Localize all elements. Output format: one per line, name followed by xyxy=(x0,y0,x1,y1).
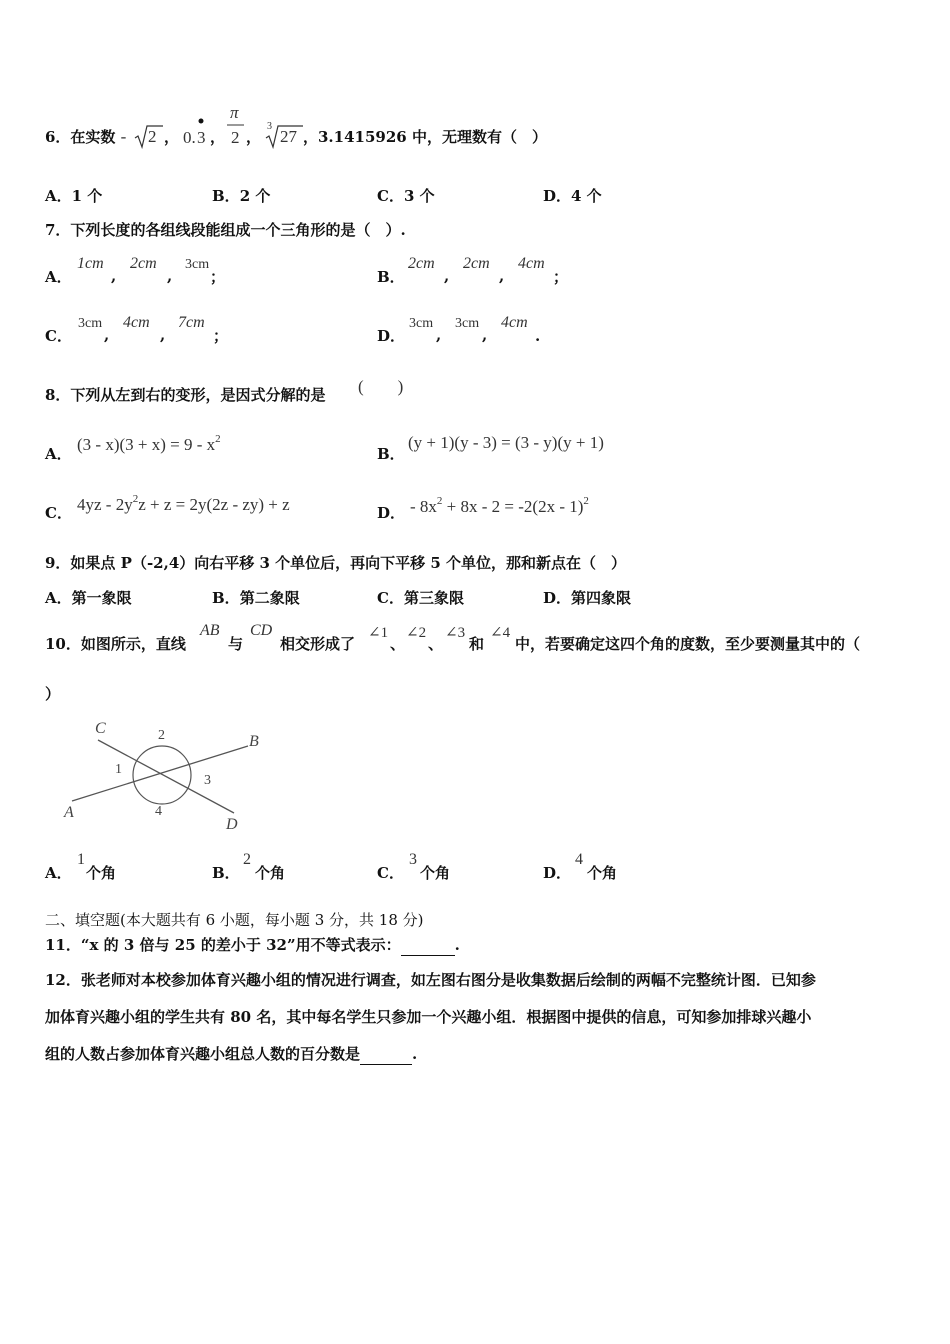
option-letter: B． xyxy=(212,864,240,882)
q10-angle-2: ∠2 xyxy=(406,625,427,641)
q8-a-formula xyxy=(77,433,221,455)
q12-line-2: 加体育兴趣小组的学生共有 80 名，其中每名学生只参加一个兴趣小组．根据图中提供的信息，可知参加排球兴趣小 xyxy=(45,1008,812,1026)
q6-comma-2: ， xyxy=(210,128,226,146)
q6-repeating-int: 0. xyxy=(183,128,196,147)
q7-b-len-3: 4cm xyxy=(518,255,545,272)
q8-d-post: + 8x - 2 = -2(2x - 1) xyxy=(442,497,584,516)
q10-and: 和 xyxy=(469,635,485,653)
q10-c-num: 3 xyxy=(409,851,417,868)
q6-comma-3: ， xyxy=(246,128,262,146)
q10-angle-1: ∠1 xyxy=(368,625,389,641)
q7-option-b[interactable] xyxy=(377,267,405,287)
q6-option-d[interactable] xyxy=(543,186,602,206)
option-text: 第四象限 xyxy=(571,589,632,607)
q7-d-len-1: 3cm xyxy=(409,316,434,331)
q7-b-sep-1: , xyxy=(444,267,450,285)
q8-stem: 8．下列从左到右的变形，是因式分解的是 xyxy=(45,386,326,404)
q8-option-b[interactable] xyxy=(377,444,405,464)
option-letter: B． xyxy=(377,445,405,463)
q12-line-1: 12．张老师对本校参加体育兴趣小组的情况进行调查，如左图右图分是收集数据后绘制的两幅不完整统计图．已知参 xyxy=(45,971,816,989)
q12-line-3 xyxy=(45,1044,417,1065)
q8-d-formula xyxy=(410,495,589,517)
q6-option-b[interactable] xyxy=(212,186,270,206)
q12-text: 组的人数占参加体育兴趣小组总人数的百分数是 xyxy=(45,1045,361,1063)
q7-d-sep-2: , xyxy=(482,326,488,344)
q10-a-text: 个角 xyxy=(86,864,117,882)
option-text: 第一象限 xyxy=(71,589,132,607)
q10-part-2: 与 xyxy=(228,635,244,653)
q7-c-len-3: 7cm xyxy=(178,314,205,331)
q6-comma-1: ， xyxy=(164,128,180,146)
q10-close-paren: ） xyxy=(45,685,61,703)
option-letter: D． xyxy=(377,504,406,522)
q11-end: . xyxy=(454,936,460,954)
q12-answer-blank[interactable] xyxy=(360,1044,412,1065)
q7-c-end: ； xyxy=(213,327,229,345)
q10-d-text: 个角 xyxy=(587,864,618,882)
q10-line-ab: AB xyxy=(200,622,220,639)
option-letter: A． xyxy=(45,589,72,607)
q10-a-num: 1 xyxy=(77,851,85,868)
option-text: 3 个 xyxy=(403,187,435,205)
q6-frac-num: π xyxy=(230,103,239,122)
q10-sep-2: 、 xyxy=(428,635,444,653)
option-letter: B． xyxy=(377,268,405,286)
label-c: C xyxy=(95,720,106,737)
q10-option-d[interactable] xyxy=(543,863,571,883)
option-text: 1 个 xyxy=(71,187,103,205)
label-angle-2: 2 xyxy=(158,728,165,743)
q10-part-4: 中，若要确定这四个角的度数，至少要测量其中的（ xyxy=(515,635,861,653)
q7-option-d[interactable] xyxy=(377,326,405,346)
q7-d-end: . xyxy=(535,327,541,345)
q10-option-c[interactable] xyxy=(377,863,404,883)
option-text: 第二象限 xyxy=(239,589,300,607)
q7-b-len-2: 2cm xyxy=(463,255,490,272)
q7-c-len-1: 3cm xyxy=(78,316,103,331)
q7-stem: 7．下列长度的各组线段能组成一个三角形的是（ ）. xyxy=(45,221,406,239)
q10-angle-4: ∠4 xyxy=(490,625,511,641)
label-angle-4: 4 xyxy=(155,804,162,819)
q7-c-len-2: 4cm xyxy=(123,314,150,331)
q7-d-len-3: 4cm xyxy=(501,314,528,331)
q8-c-formula xyxy=(77,493,290,515)
q8-d-pre: - 8x xyxy=(410,497,437,516)
q8-option-a[interactable] xyxy=(45,444,72,464)
section-2-title: 二、填空题(本大题共有 6 小题，每小题 3 分，共 18 分) xyxy=(45,911,424,929)
option-letter: D． xyxy=(543,589,572,607)
q10-d-num: 4 xyxy=(575,851,583,868)
q10-b-text: 个角 xyxy=(255,864,286,882)
q6-cbrt-index: 3 xyxy=(267,121,272,132)
q7-a-len-2: 2cm xyxy=(130,255,157,272)
option-letter: A． xyxy=(45,187,72,205)
q8-c-exponent: 2 xyxy=(132,493,139,505)
q6-neg-sign: - xyxy=(120,127,127,146)
q10-part-3: 相交形成了 xyxy=(280,635,356,653)
label-angle-1: 1 xyxy=(115,762,122,777)
q8-b-formula: (y + 1)(y - 3) = (3 - y)(y + 1) xyxy=(408,433,604,452)
q7-b-end: ； xyxy=(553,268,569,286)
q10-figure xyxy=(58,715,278,840)
q6-frac-den: 2 xyxy=(231,128,240,147)
option-letter: A． xyxy=(45,445,72,463)
q9-option-c[interactable] xyxy=(377,588,464,608)
label-b: B xyxy=(249,733,259,750)
q7-b-len-1: 2cm xyxy=(408,255,435,272)
q7-a-end: ； xyxy=(210,268,226,286)
q6-repeating-dot xyxy=(197,117,205,125)
q8-a-exponent: 2 xyxy=(215,433,221,445)
q8-c-pre: 4yz - 2y xyxy=(77,495,133,514)
option-letter: A． xyxy=(45,268,72,286)
q6-prefix: 6．在实数 xyxy=(45,128,116,146)
option-letter: B． xyxy=(212,589,240,607)
q8-d-exponent-2: 2 xyxy=(583,495,589,507)
q7-d-len-2: 3cm xyxy=(455,316,480,331)
q6-sqrt-radicand: 2 xyxy=(148,127,157,146)
q8-option-c[interactable] xyxy=(45,503,72,523)
option-text: 第三象限 xyxy=(403,589,464,607)
q6-stem xyxy=(45,127,126,147)
q10-b-num: 2 xyxy=(243,851,251,868)
option-letter: C． xyxy=(45,327,72,345)
q7-a-len-1: 1cm xyxy=(77,255,104,272)
q8-a-formula-text: (3 - x)(3 + x) = 9 - x xyxy=(77,435,216,454)
option-text: 4 个 xyxy=(571,187,602,205)
q9-option-d[interactable] xyxy=(543,588,631,608)
option-letter: A． xyxy=(45,864,72,882)
option-letter: C． xyxy=(377,187,404,205)
q7-b-sep-2: , xyxy=(499,267,505,285)
option-letter: C． xyxy=(377,589,404,607)
q8-c-post: z + z = 2y(2z - zy) + z xyxy=(138,495,290,514)
q7-a-sep-1: , xyxy=(111,267,117,285)
q10-option-a[interactable] xyxy=(45,863,72,883)
label-d: D xyxy=(226,816,238,833)
option-letter: D． xyxy=(543,187,572,205)
option-text: 2 个 xyxy=(239,187,271,205)
q6-tail: ，3.1415926 中，无理数有（ ） xyxy=(303,128,547,146)
q6-frac-bar xyxy=(227,124,245,127)
q7-d-sep-1: , xyxy=(436,326,442,344)
q9-option-a[interactable] xyxy=(45,588,132,608)
q8-option-d[interactable] xyxy=(377,503,405,523)
label-angle-3: 3 xyxy=(204,773,211,788)
q9-stem: 9．如果点 P（-2,4）向右平移 3 个单位后，再向下平移 5 个单位，那和新点在（ ） xyxy=(45,554,627,572)
q10-option-b[interactable] xyxy=(212,863,240,883)
q11-answer-blank[interactable] xyxy=(401,935,455,956)
q7-c-sep-2: , xyxy=(160,326,166,344)
label-a: A xyxy=(64,804,74,821)
option-letter: D． xyxy=(377,327,406,345)
q6-option-c[interactable] xyxy=(377,186,435,206)
q8-paren: ( ) xyxy=(358,377,404,396)
q6-option-a[interactable] xyxy=(45,186,102,206)
q10-c-text: 个角 xyxy=(420,864,451,882)
q10-line-cd: CD xyxy=(250,622,273,639)
q9-option-b[interactable] xyxy=(212,588,300,608)
q11-text: 11．“x 的 3 倍与 25 的差小于 32”用不等式表示： xyxy=(45,936,401,954)
option-letter: C． xyxy=(377,864,404,882)
q10-angle-3: ∠3 xyxy=(445,625,466,641)
q7-c-sep-1: , xyxy=(104,326,110,344)
q7-option-a[interactable] xyxy=(45,267,72,287)
option-letter: B． xyxy=(212,187,240,205)
q10-sep-1: 、 xyxy=(390,635,406,653)
option-letter: D． xyxy=(543,864,572,882)
q7-a-sep-2: , xyxy=(167,267,173,285)
q11-stem xyxy=(45,935,460,956)
q6-cbrt-radicand: 27 xyxy=(280,127,297,146)
q8-d-exponent: 2 xyxy=(436,495,443,507)
q7-option-c[interactable] xyxy=(45,326,72,346)
q7-a-len-3: 3cm xyxy=(185,257,210,272)
q10-part-1: 10．如图所示，直线 xyxy=(45,635,186,653)
q6-repeating-digit: 3 xyxy=(197,128,206,147)
q12-end: . xyxy=(412,1045,418,1063)
option-letter: C． xyxy=(45,504,72,522)
